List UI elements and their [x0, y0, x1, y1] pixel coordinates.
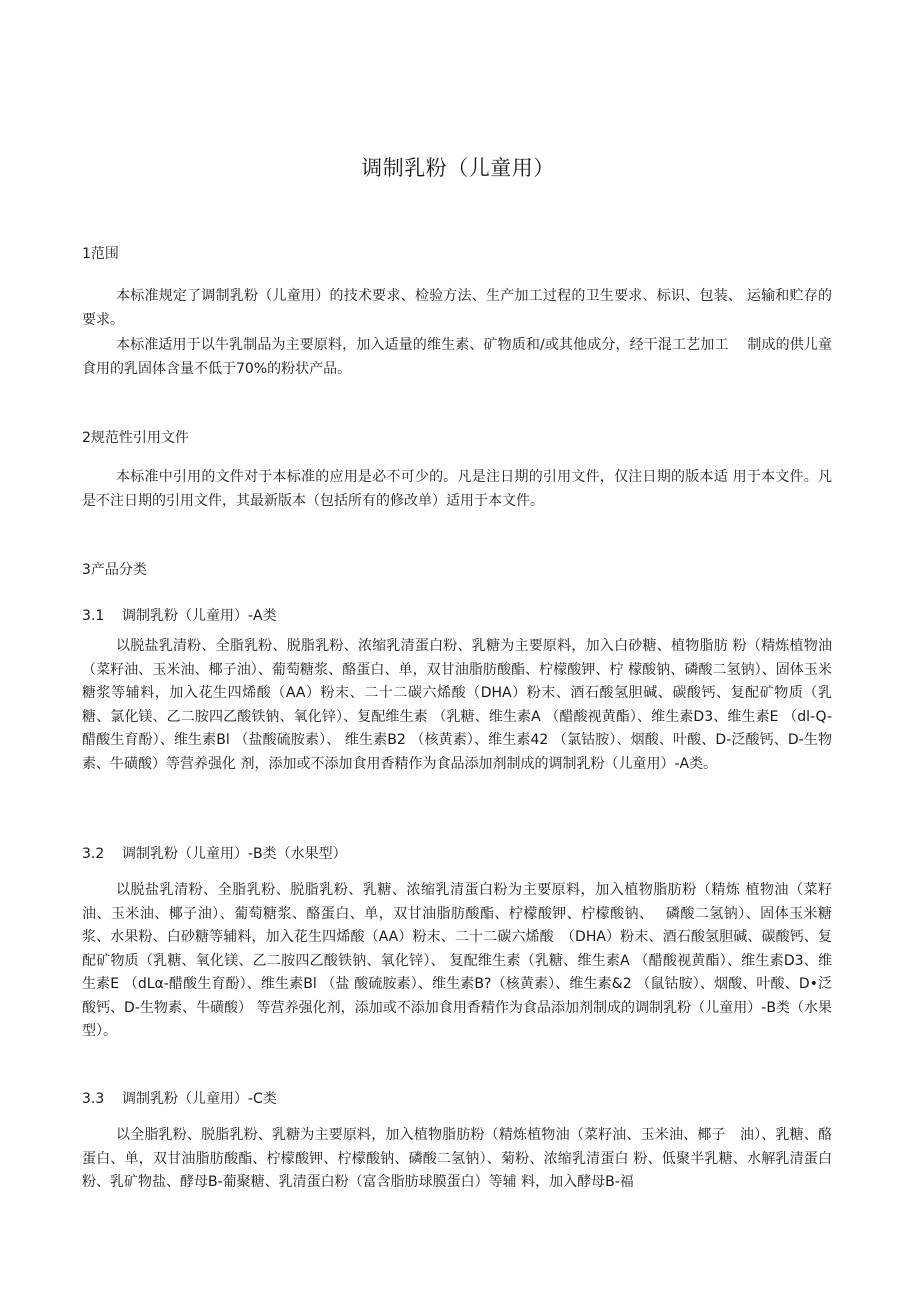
section-heading-scope: 1范围 — [82, 246, 119, 262]
subsection-number: 3.1 — [82, 608, 105, 624]
document-title: 调制乳粉（儿童用） — [361, 156, 555, 180]
subsection-title: 调制乳粉（儿童用）-B类（水果型） — [122, 846, 347, 862]
classification-a-paragraph: 以脱盐乳清粉、全脂乳粉、脱脂乳粉、浓缩乳清蛋白粉、乳糖为主要原料，加入白砂糖、植物脂肪 粉（精炼植物油（菜籽油、玉米油、椰子油）、葡萄糖浆、酪蛋白、单，双甘油脂肪酸酯、柠檬酸钾、柠 檬酸钠、磷酸二氢钠）、固体玉米糖浆等辅料，加入花生四烯酸（AA）粉末、二十二碳六烯酸（DHA）粉末、酒石酸氢胆碱、碳酸钙、复配矿物质（乳糖、氯化镁、乙二胺四乙酸铁钠、氧化锌）、复配维生素 （乳糖、维生素A （醋酸视黄酯）、维生素D3、维生素E （dl-Q-醋酸生育酚）、维生素Bl （盐酸硫胺素）、 维生素B2 （核黄素）、维生素42 （氯钴胺）、烟酸、叶酸、D-泛酸钙、D-生物素、牛磺酸）等营养强化 剂，添加或不添加食用香精作为食品添加剂制成的调制乳粉（儿童用）-A类。 — [82, 638, 832, 772]
section-heading-classification: 3产品分类 — [82, 562, 147, 578]
scope-paragraph-2: 本标准适用于以牛乳制品为主要原料，加入适量的维生素、矿物质和/或其他成分，经干混工艺加工 制成的供儿童食用的乳固体含量不低于70%的粉状产品。 — [82, 337, 832, 377]
classification-c-paragraph: 以全脂乳粉、脱脂乳粉、乳糖为主要原料，加入植物脂肪粉（精炼植物油（菜籽油、玉米油、椰子 油）、乳糖、酪蛋白、单，双甘油脂肪酸酯、柠檬酸钾、柠檬酸钠、磷酸二氢钠）、菊粉、浓缩乳清蛋白 粉、低聚半乳糖、水解乳清蛋白粉、乳矿物盐、酵母B-葡聚糖、乳清蛋白粉（富含脂肪球膜蛋白）等辅 料，加入酵母B-福 — [82, 1127, 832, 1190]
subsection-heading-3-2 — [82, 843, 347, 863]
references-paragraph: 本标准中引用的文件对于本标准的应用是必不可少的。凡是注日期的引用文件，仅注日期的版本适 用于本文件。凡是不注日期的引用文件，其最新版本（包括所有的修改单）适用于本文件。 — [82, 469, 832, 509]
section-heading-references: 2规范性引用文件 — [82, 430, 189, 446]
scope-paragraph-1: 本标准规定了调制乳粉（儿童用）的技术要求、检验方法、生产加工过程的卫生要求、标识、包装、 运输和贮存的要求。 — [82, 288, 832, 328]
classification-b-paragraph: 以脱盐乳清粉、全脂乳粉、脱脂乳粉、乳糖、浓缩乳清蛋白粉为主要原料，加入植物脂肪粉（精炼 植物油（菜籽油、玉米油、椰子油）、葡萄糖浆、酪蛋白、单，双甘油脂肪酸酯、柠檬酸钾、柠檬酸钠、 磷酸二氢钠）、固体玉米糖浆、水果粉、白砂糖等辅料，加入花生四烯酸（AA）粉末、二十二碳六烯酸 （DHA）粉末、酒石酸氢胆碱、碳酸钙、复配矿物质（乳糖、氧化镁、乙二胺四乙酸铁钠、氧化锌）、 复配维生素（乳糖、维生素A （醋酸视黄酯）、维生素D3、维生素E （dLα-醋酸生育酚）、维生素Bl （盐 酸硫胺素）、维生素B?（核黄素）、维生素&2 （鼠钴胺）、烟酸、叶酸、D•泛酸钙、D-生物素、牛磺酸） 等营养强化剂，添加或不添加食用香精作为食品添加剂制成的调制乳粉（儿童用）-B类（水果型）。 — [82, 882, 832, 1039]
subsection-number: 3.2 — [82, 846, 105, 862]
subsection-heading-3-3 — [82, 1088, 277, 1108]
subsection-heading-3-1 — [82, 605, 277, 625]
subsection-number: 3.3 — [82, 1091, 105, 1107]
subsection-title: 调制乳粉（儿童用）-A类 — [122, 608, 277, 624]
subsection-title: 调制乳粉（儿童用）-C类 — [122, 1091, 277, 1107]
